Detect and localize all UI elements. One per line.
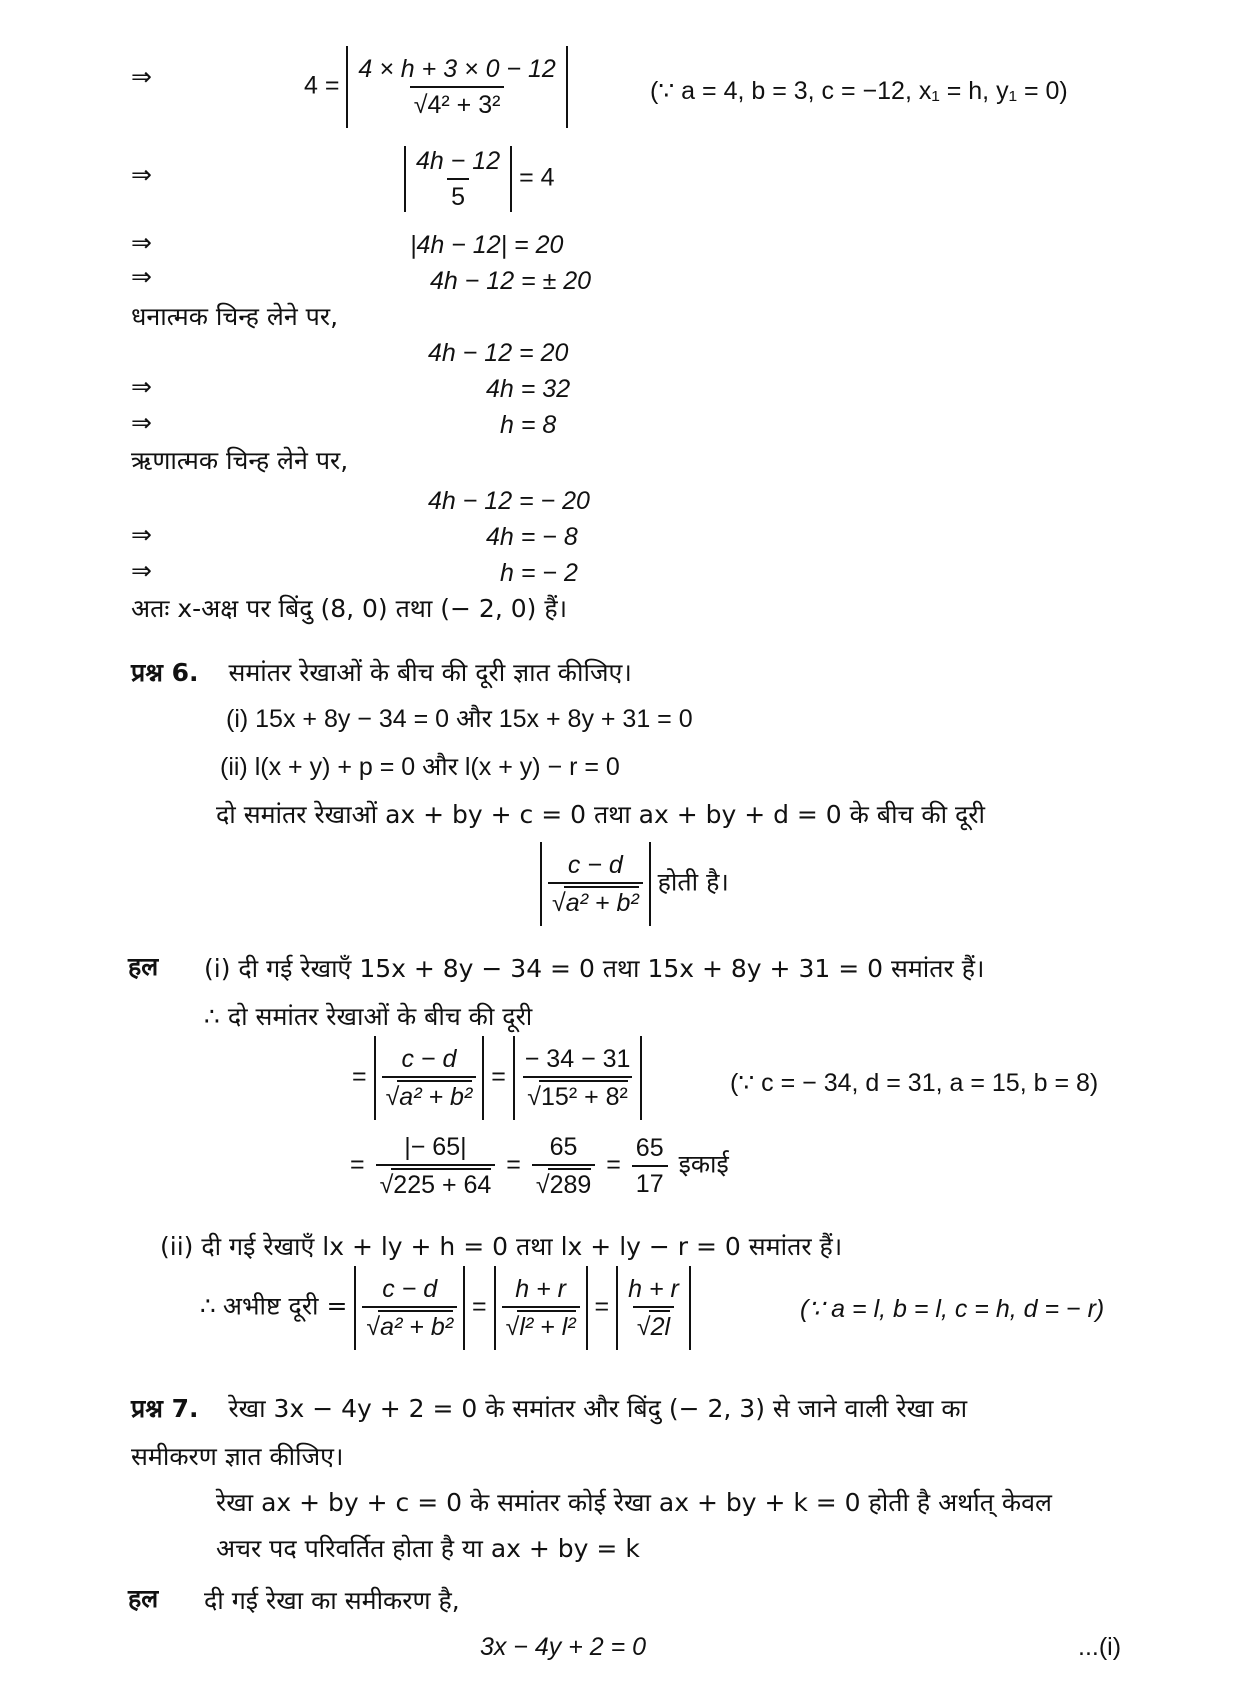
- fraction-numerator: |− 65|: [404, 1133, 467, 1161]
- hint-line-1: रेखा ax + by + c = 0 के समांतर कोई रेखा ax + by + k = 0 होती है अर्थात् केवल: [216, 1488, 1052, 1517]
- solution-label: हल: [128, 1584, 159, 1613]
- positive-sign-label: धनात्मक चिन्ह लेने पर,: [131, 302, 339, 331]
- equation-2: [404, 146, 555, 212]
- implies-arrow: ⇒: [131, 520, 152, 549]
- fraction-denominator: 17: [632, 1165, 668, 1199]
- question-part-i: (i) 15x + 8y − 34 = 0 और 15x + 8y + 31 = 0: [226, 705, 693, 733]
- question-text-line-1: रेखा 3x − 4y + 2 = 0 के समांतर और बिंदु (− 2, 3) से जाने वाली रेखा का: [228, 1394, 968, 1423]
- therefore-symbol: ∴: [204, 1002, 220, 1031]
- hint-line-2: अचर पद परिवर्तित होता है या ax + by = k: [216, 1534, 640, 1563]
- question-text-line-2: समीकरण ज्ञात कीजिए।: [131, 1442, 344, 1471]
- question-part-ii: (ii) l(x + y) + p = 0 और l(x + y) − r = 0: [220, 753, 620, 781]
- positive-eq-3: h = 8: [500, 411, 557, 439]
- substitution-note: (∵ c = − 34, d = 31, a = 15, b = 8): [730, 1069, 1099, 1097]
- fraction-denominator: 15² + 8²: [539, 1080, 628, 1112]
- fraction-denominator: 2l: [649, 1310, 670, 1342]
- fraction-numerator: 65: [635, 1134, 664, 1162]
- negative-eq-2: 4h = − 8: [486, 523, 578, 551]
- fraction-denominator: l² + l²: [517, 1310, 575, 1342]
- distance-label-line: [204, 1002, 532, 1032]
- fraction-numerator: − 34 − 31: [524, 1045, 631, 1073]
- fraction-denominator: a² + b²: [564, 886, 639, 918]
- question-7: [131, 1394, 967, 1424]
- hint-tail: होती है।: [657, 867, 729, 897]
- distance-formula: $\frac{c - d}{\text{√a² + b²}}$ होती है।: [540, 842, 729, 926]
- equation-lhs: 4 =: [304, 71, 340, 100]
- negative-eq-1: 4h − 12 = − 20: [428, 487, 590, 515]
- fraction-numerator: 4h − 12: [416, 147, 501, 175]
- equation-4: 4h − 12 = ± 20: [430, 267, 592, 295]
- distance-label: दो समांतर रेखाओं के बीच की दूरी: [227, 1002, 533, 1031]
- substitution-note: (∵ a = 4, b = 3, c = −12, x₁ = h, y₁ = 0): [650, 77, 1068, 105]
- fraction-denominator: a² + b²: [378, 1310, 453, 1342]
- distance-calc-2: = $\frac{|- 65|}{√225 + 64}$ = $\frac{65}{√289}$ = $\frac{65}{17}$ इकाई: [350, 1133, 729, 1199]
- hint-text: दो समांतर रेखाओं ax + by + c = 0 तथा ax + by + d = 0 के बीच की दूरी: [216, 800, 985, 829]
- equation-rhs: = 4: [519, 163, 555, 192]
- fraction-numerator: 65: [549, 1133, 578, 1161]
- equation-1: [304, 46, 568, 128]
- equation-3: |4h − 12| = 20: [410, 231, 564, 259]
- implies-arrow: ⇒: [131, 160, 152, 189]
- fraction-denominator: 225 + 64: [391, 1168, 491, 1200]
- distance-calc-1: = $\frac{c - d}{\text{√a² + b²}}$ = $\frac{- 34 - 31}{\text{√15² + 8²}}$: [352, 1036, 642, 1120]
- required-distance-calc: ∴ अभीष्ट दूरी = $\frac{c - d}{\text{√a² + b²}}$ = $\frac{h + r}{\text{√l² + l²}}$ = $\frac{h + r}{√2l}$: [200, 1266, 691, 1350]
- implies-arrow: ⇒: [131, 408, 152, 437]
- required-distance-label: अभीष्ट दूरी =: [222, 1291, 348, 1321]
- solution-line-i: (i) दी गई रेखाएँ 15x + 8y − 34 = 0 तथा 15x + 8y + 31 = 0 समांतर हैं।: [204, 954, 985, 983]
- implies-arrow: ⇒: [131, 556, 152, 585]
- fraction-numerator: c − d: [401, 1045, 457, 1073]
- implies-arrow: ⇒: [131, 372, 152, 401]
- solution-text: दी गई रेखा का समीकरण है,: [204, 1586, 460, 1615]
- question-6: [131, 658, 632, 688]
- fraction-numerator: h + r: [515, 1275, 566, 1303]
- fraction-denominator: a² + b²: [397, 1080, 472, 1112]
- unit-label: इकाई: [678, 1149, 729, 1179]
- question-text: समांतर रेखाओं के बीच की दूरी ज्ञात कीजिए।: [228, 658, 632, 687]
- question-label: प्रश्न 7.: [131, 1394, 199, 1423]
- implies-arrow: ⇒: [131, 262, 152, 291]
- fraction-numerator: c − d: [382, 1275, 438, 1303]
- fraction-numerator: h + r: [628, 1275, 679, 1303]
- given-equation: 3x − 4y + 2 = 0: [480, 1633, 647, 1661]
- therefore-symbol: ∴: [200, 1291, 216, 1321]
- question-label: प्रश्न 6.: [131, 658, 199, 687]
- fraction-denominator: √4² + 3²: [410, 86, 505, 120]
- positive-eq-1: 4h − 12 = 20: [428, 339, 569, 367]
- solution-label: हल: [128, 952, 159, 981]
- negative-sign-label: ऋणात्मक चिन्ह लेने पर,: [131, 446, 349, 475]
- fraction-denominator: 289: [548, 1168, 592, 1200]
- substitution-note: (∵ a = l, b = l, c = h, d = − r): [800, 1295, 1105, 1323]
- equation-tag: ...(i): [1078, 1633, 1122, 1661]
- negative-eq-3: h = − 2: [500, 559, 578, 587]
- fraction-denominator: 5: [447, 178, 469, 212]
- positive-eq-2: 4h = 32: [486, 375, 571, 403]
- fraction-numerator: c − d: [567, 851, 623, 879]
- implies-arrow: ⇒: [131, 228, 152, 257]
- solution-line-ii: (ii) दी गई रेखाएँ lx + ly + h = 0 तथा lx + ly − r = 0 समांतर हैं।: [160, 1232, 843, 1261]
- fraction-numerator: 4 × h + 3 × 0 − 12: [358, 55, 556, 83]
- conclusion-text: अतः x-अक्ष पर बिंदु (8, 0) तथा (− 2, 0) हैं।: [131, 594, 568, 623]
- implies-arrow: ⇒: [131, 62, 152, 91]
